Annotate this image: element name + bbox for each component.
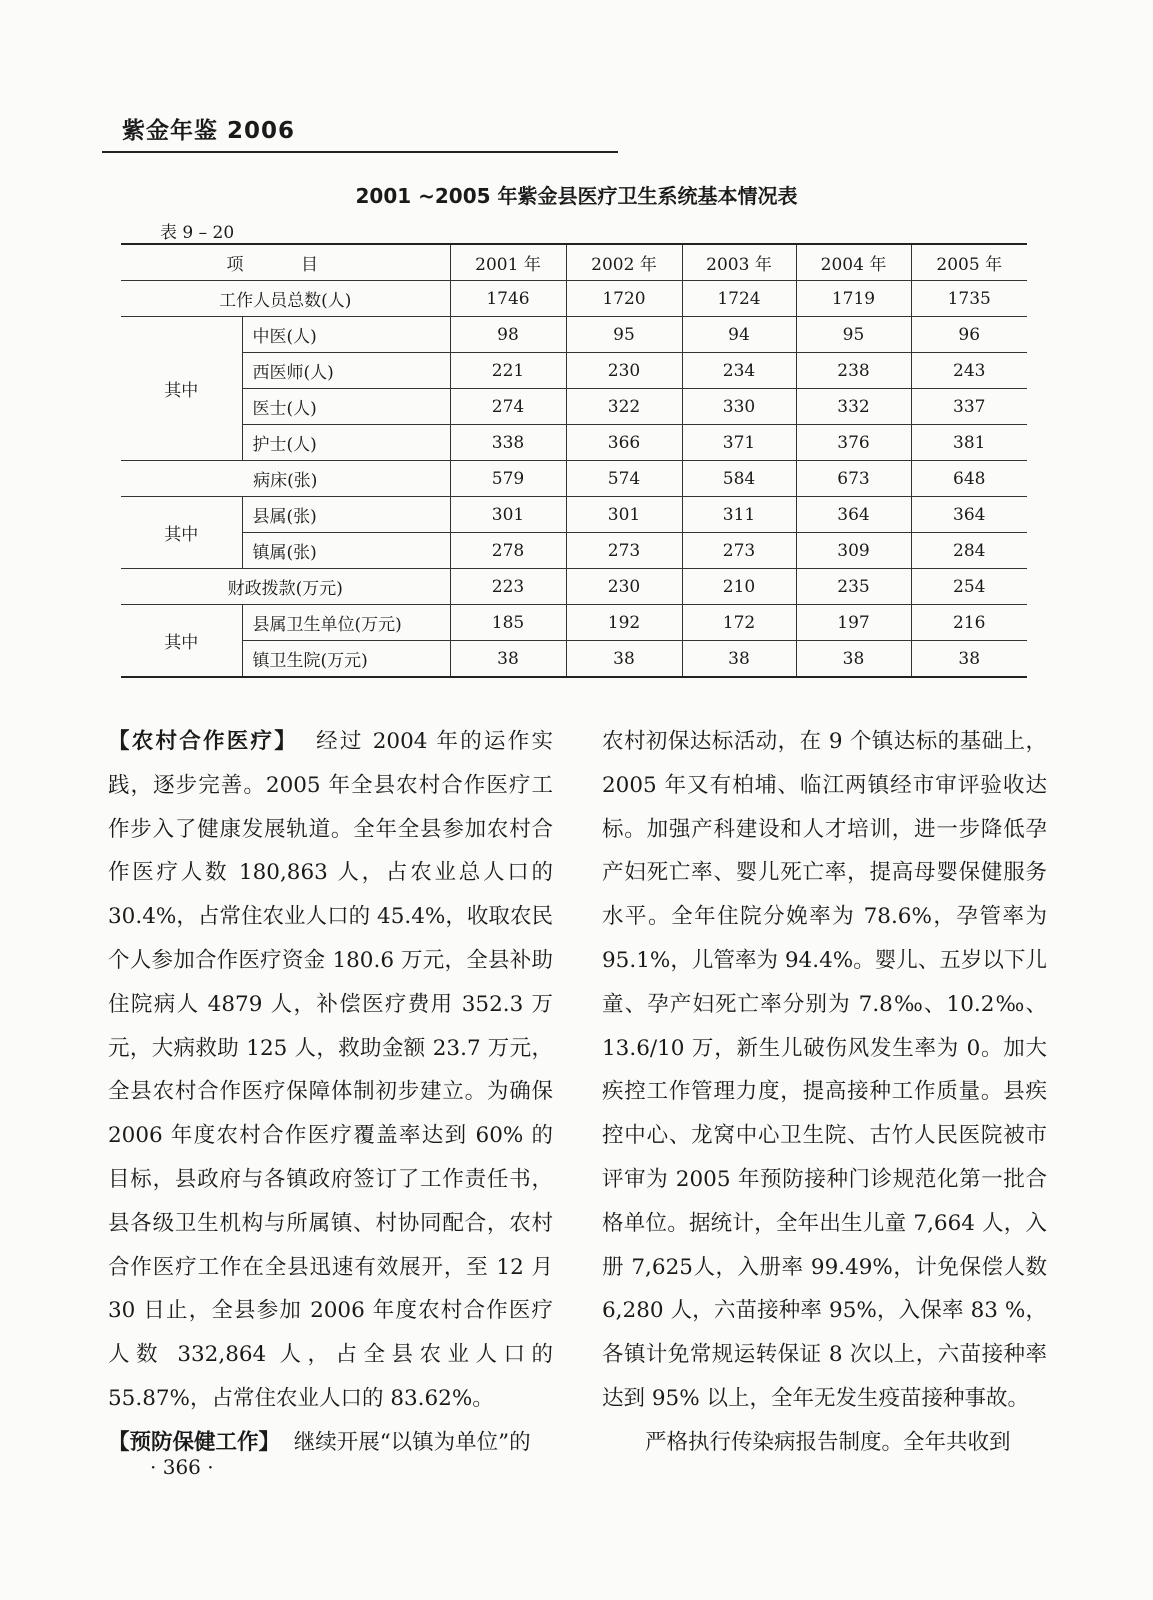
table-cell: 574 bbox=[566, 461, 682, 497]
row-label: 镇卫生院(万元) bbox=[242, 641, 450, 678]
row-label: 县属卫生单位(万元) bbox=[242, 605, 450, 641]
table-cell: 364 bbox=[911, 497, 1027, 533]
table-cell: 274 bbox=[450, 389, 566, 425]
table-cell: 1720 bbox=[566, 281, 682, 317]
table-cell: 38 bbox=[682, 641, 796, 678]
table-row bbox=[121, 569, 1027, 605]
table-cell: 1724 bbox=[682, 281, 796, 317]
table-row bbox=[121, 497, 1027, 533]
table-row bbox=[121, 389, 1027, 425]
table-row bbox=[121, 641, 1027, 678]
section-tag-preventive-care: 【预防保健工作】 bbox=[108, 1429, 281, 1455]
table-title: 2001 ~2005 年紫金县医疗卫生系统基本情况表 bbox=[355, 184, 798, 208]
column-header-year: 2003 年 bbox=[682, 244, 796, 281]
table-cell: 210 bbox=[682, 569, 796, 605]
row-label: 镇属(张) bbox=[242, 533, 450, 569]
row-label: 医士(人) bbox=[242, 389, 450, 425]
table-cell: 94 bbox=[682, 317, 796, 353]
table-cell: 309 bbox=[796, 533, 911, 569]
section-text: 继续开展“以镇为单位”的 bbox=[293, 1429, 531, 1455]
table-cell: 98 bbox=[450, 317, 566, 353]
right-text-column bbox=[602, 720, 1047, 1465]
table-cell: 192 bbox=[566, 605, 682, 641]
table-cell: 371 bbox=[682, 425, 796, 461]
table-row bbox=[121, 605, 1027, 641]
group-label: 其中 bbox=[121, 497, 242, 569]
table-cell: 96 bbox=[911, 317, 1027, 353]
column-header-year: 2001 年 bbox=[450, 244, 566, 281]
table-cell: 230 bbox=[566, 353, 682, 389]
page-header-title: 紫金年鉴 2006 bbox=[122, 118, 296, 144]
table-cell: 273 bbox=[682, 533, 796, 569]
group-label: 其中 bbox=[121, 605, 242, 678]
table-cell: 238 bbox=[796, 353, 911, 389]
paragraph-disease-reporting: 严格执行传染病报告制度。全年共收到 bbox=[645, 1429, 1011, 1455]
table-cell: 579 bbox=[450, 461, 566, 497]
row-label: 护士(人) bbox=[242, 425, 450, 461]
row-label: 中医(人) bbox=[242, 317, 450, 353]
table-cell: 364 bbox=[796, 497, 911, 533]
table-row bbox=[121, 353, 1027, 389]
row-label: 县属(张) bbox=[242, 497, 450, 533]
table-cell: 311 bbox=[682, 497, 796, 533]
table-cell: 278 bbox=[450, 533, 566, 569]
table-cell: 254 bbox=[911, 569, 1027, 605]
table-cell: 1735 bbox=[911, 281, 1027, 317]
table-cell: 1746 bbox=[450, 281, 566, 317]
table-number: 表 9 – 20 bbox=[160, 223, 235, 243]
table-cell: 172 bbox=[682, 605, 796, 641]
row-label: 西医师(人) bbox=[242, 353, 450, 389]
table-cell: 337 bbox=[911, 389, 1027, 425]
header-rule bbox=[102, 151, 618, 153]
table-cell: 673 bbox=[796, 461, 911, 497]
page-number: · 366 · bbox=[150, 1455, 214, 1479]
table-cell: 235 bbox=[796, 569, 911, 605]
column-header-item: 项 目 bbox=[121, 244, 450, 281]
table-cell: 223 bbox=[450, 569, 566, 605]
table-cell: 330 bbox=[682, 389, 796, 425]
column-header-year: 2002 年 bbox=[566, 244, 682, 281]
paragraph-rural-cooperative-medical bbox=[108, 720, 553, 1421]
row-label: 工作人员总数(人) bbox=[121, 281, 450, 317]
table-cell: 197 bbox=[796, 605, 911, 641]
table-cell: 284 bbox=[911, 533, 1027, 569]
table-row bbox=[121, 281, 1027, 317]
row-label: 病床(张) bbox=[121, 461, 450, 497]
table-cell: 366 bbox=[566, 425, 682, 461]
table-cell: 38 bbox=[566, 641, 682, 678]
group-label: 其中 bbox=[121, 317, 242, 461]
table-cell: 1719 bbox=[796, 281, 911, 317]
table-cell: 230 bbox=[566, 569, 682, 605]
table-cell: 216 bbox=[911, 605, 1027, 641]
table-cell: 38 bbox=[911, 641, 1027, 678]
table-cell: 38 bbox=[796, 641, 911, 678]
table-cell: 234 bbox=[682, 353, 796, 389]
table-cell: 338 bbox=[450, 425, 566, 461]
table-cell: 273 bbox=[566, 533, 682, 569]
table-row bbox=[121, 461, 1027, 497]
row-label: 财政拨款(万元) bbox=[121, 569, 450, 605]
left-text-column bbox=[108, 720, 553, 1465]
table-cell: 185 bbox=[450, 605, 566, 641]
table-cell: 381 bbox=[911, 425, 1027, 461]
table-row bbox=[121, 533, 1027, 569]
table-cell: 38 bbox=[450, 641, 566, 678]
table-cell: 95 bbox=[796, 317, 911, 353]
table-cell: 301 bbox=[566, 497, 682, 533]
table-cell: 221 bbox=[450, 353, 566, 389]
section-tag-rural-cooperative-medical: 【农村合作医疗】 bbox=[108, 729, 298, 754]
section-text: 经过 2004 年的运作实践，逐步完善。2005 年全县农村合作医疗工作步入了健康发展轨道。全年全县参加农村合作医疗人数 180,863 人，占农业总人口的 30.4%，占常住农业人口的 45.4%，收取农民个人参加合作医疗资金 180.6 万元，全县补助住院病人 4879 人，补偿医疗费用 352.3 万元，大病救助 125 人，救助金额 23.7 万元，全县农村合作医疗保障体制初步建立。为确保 2006 年度农村合作医疗覆盖率达到 60% 的目标，县政府与各镇政府签订了工作责任书，县各级卫生机构与所属镇、村协同配合，农村合作医疗工作在全县迅速有效展开，至 12 月 30 日止，全县参加 2006 年度农村合作医疗人数 332,864 人，占全县农业人口的 55.87%，占常住农业人口的 83.62%。 bbox=[108, 729, 553, 1411]
table-cell: 648 bbox=[911, 461, 1027, 497]
table-header-row bbox=[121, 244, 1027, 281]
table-cell: 301 bbox=[450, 497, 566, 533]
table-cell: 95 bbox=[566, 317, 682, 353]
table-cell: 243 bbox=[911, 353, 1027, 389]
table-cell: 322 bbox=[566, 389, 682, 425]
table-cell: 332 bbox=[796, 389, 911, 425]
statistics-table bbox=[121, 243, 1027, 678]
table-row bbox=[121, 425, 1027, 461]
paragraph-continued: 农村初保达标活动，在 9 个镇达标的基础上，2005 年又有柏埔、临江两镇经市审评验收达标。加强产科建设和人才培训，进一步降低孕产妇死亡率、婴儿死亡率，提高母婴保健服务水平。全年住院分娩率为 78.6%，孕管率为 95.1%，儿管率为 94.4%。婴儿、五岁以下儿童、孕产妇死亡率分别为 7.8‰、10.2‰、13.6/10 万，新生儿破伤风发生率为 0。加大疾控工作管理力度，提高接种工作质量。县疾控中心、龙窝中心卫生院、古竹人民医院被市评审为 2005 年预防接种门诊规范化第一批合格单位。据统计，全年出生儿童 7,664 人，入册 7,625人，入册率 99.49%，计免保偿人数6,280 人，六苗接种率 95%，入保率 83 %，各镇计免常规运转保证 8 次以上，六苗接种率达到 95% 以上，全年无发生疫苗接种事故。 bbox=[602, 729, 1047, 1411]
table-row bbox=[121, 317, 1027, 353]
column-header-year: 2005 年 bbox=[911, 244, 1027, 281]
table-cell: 584 bbox=[682, 461, 796, 497]
table-cell: 376 bbox=[796, 425, 911, 461]
column-header-year: 2004 年 bbox=[796, 244, 911, 281]
